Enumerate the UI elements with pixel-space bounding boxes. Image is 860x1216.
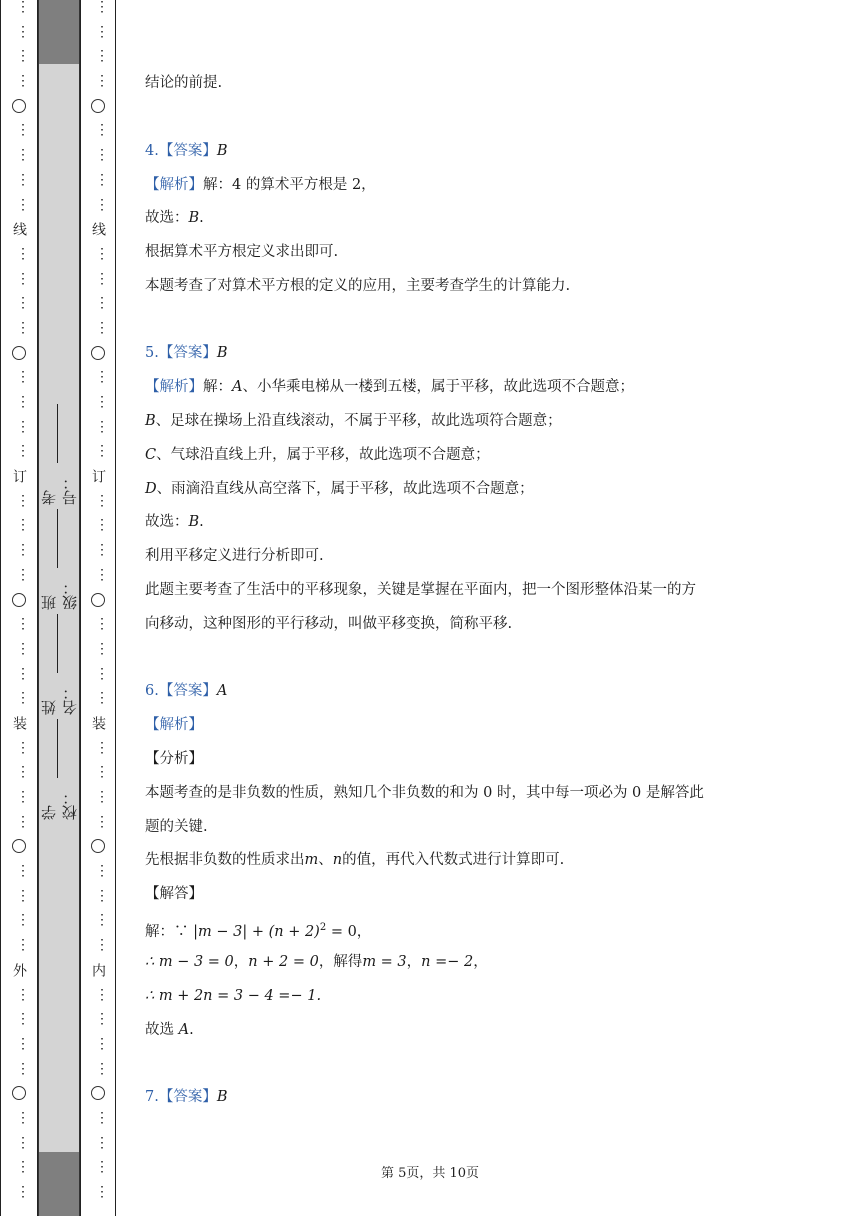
outer-dot-leader (16, 296, 22, 321)
analysis-tag: 【解析】 (145, 379, 203, 395)
outer-dot-leader (16, 1185, 22, 1210)
outer-dot-leader (16, 988, 22, 1013)
outer-circle-icon (12, 593, 26, 618)
outer-dot-leader (16, 420, 22, 445)
outer-dot-leader (16, 642, 22, 667)
inner-dot-leader (95, 494, 101, 519)
school-field (38, 719, 80, 820)
q4-answer-line (145, 141, 228, 161)
equation-line (145, 918, 371, 942)
outer-dot-leader (16, 1111, 22, 1136)
equation-line: ∴ m + 2n = 3 − 4 =− 1. (145, 988, 322, 1004)
q4-analysis-line (145, 175, 376, 195)
outer-dot-leader (16, 321, 22, 346)
inner-dot-leader (95, 889, 101, 914)
outer-dot-leader (16, 173, 22, 198)
inner-dot-leader (95, 247, 101, 272)
option-letter: B (145, 413, 156, 429)
inner-dot-leader (95, 74, 101, 99)
outer-dot-leader (16, 617, 22, 642)
option-letter: C (145, 447, 157, 463)
inner-dot-leader (95, 173, 101, 198)
inner-dot-leader (95, 913, 101, 938)
inner-dot-leader (95, 938, 101, 963)
text-span: 的值，再代入代数式进行计算即可. (342, 852, 565, 868)
outer-dot-leader (16, 444, 22, 469)
text-line: 结论的前提. (145, 75, 223, 91)
outer-dot-leader (16, 864, 22, 889)
text-line (145, 850, 564, 870)
inner-seal-char: 内 (90, 962, 106, 977)
section-tag: 【分析】 (145, 751, 203, 767)
text-span: ， (473, 954, 488, 970)
math-expr: m = 3 (362, 954, 407, 970)
inner-dot-leader (95, 395, 101, 420)
text-span: = 0， (326, 923, 372, 940)
inner-dot-leader (95, 790, 101, 815)
outer-dot-leader (16, 1037, 22, 1062)
outer-circle-icon (12, 839, 26, 864)
text-line: 根据算术平方根定义求出即可. (145, 244, 339, 260)
outer-seal-char: 装 (11, 715, 27, 730)
outer-dot-leader (16, 74, 22, 99)
answer-tag: 【答案】 (158, 143, 217, 159)
q7-number: 7. (145, 1089, 159, 1105)
inner-dot-leader (95, 1062, 101, 1087)
inner-dot-leader (95, 864, 101, 889)
binding-strip-inner (80, 0, 116, 1216)
outer-dot-leader (16, 1012, 22, 1037)
inner-dot-leader (95, 1185, 101, 1210)
outer-seal-char: 订 (11, 469, 27, 484)
q4-analysis-text: 解：4 的算术平方根是 2， (203, 177, 376, 193)
inner-circle-icon (91, 346, 105, 371)
inner-dot-leader (95, 198, 101, 223)
class-field (38, 509, 80, 610)
q7-answer: B (216, 1089, 228, 1105)
inner-dot-leader (95, 667, 101, 692)
q5-analysis-line (145, 377, 634, 397)
text-line: 向移动，这种图形的平行移动，叫做平移变换，简称平移. (145, 616, 513, 632)
text-line: 题的关键. (145, 819, 208, 835)
inner-dot-leader (95, 815, 101, 840)
inner-dot-leader (95, 741, 101, 766)
q5-choose-line (145, 512, 204, 532)
fill-blank-line (58, 404, 59, 463)
inner-dot-leader (95, 1012, 101, 1037)
choose-label: 故选： (145, 210, 189, 226)
text-span: 、足球在操场上沿直线滚动，不属于平移，故此选项符合题意； (155, 413, 562, 429)
outer-dot-leader (16, 1136, 22, 1161)
outer-dot-leader (16, 667, 22, 692)
inner-circle-icon (91, 1086, 105, 1111)
outer-dot-leader (16, 889, 22, 914)
inner-dot-leader (95, 0, 101, 25)
text-line: 此题主要考查了生活中的平移现象，关键是掌握在平面内，把一个图形整体沿某一的方 (145, 582, 696, 598)
inner-dot-leader (95, 296, 101, 321)
q5-option-b-line (145, 411, 562, 431)
inner-dot-leader (95, 321, 101, 346)
text-span: 解： (203, 379, 232, 395)
page-footer: 第 5页，共 10页 (380, 1166, 480, 1181)
answer-tag: 【答案】 (158, 683, 217, 699)
outer-dot-leader (16, 25, 22, 50)
outer-dot-leader (16, 913, 22, 938)
inner-seal-char: 装 (90, 715, 106, 730)
inner-dot-leader (95, 1111, 101, 1136)
math-expr: ∴ m − 3 = 0 (145, 954, 234, 970)
binding-strip-outer (0, 0, 38, 1216)
inner-dot-leader (95, 765, 101, 790)
text-span: ， (233, 954, 249, 970)
inner-dot-leader (95, 518, 101, 543)
q5-number: 5. (145, 345, 159, 361)
q5-option-c-line (145, 445, 490, 465)
inner-dot-leader (95, 988, 101, 1013)
q6-answer: A (216, 683, 228, 699)
text-line: 本题考查了对算术平方根的定义的应用，主要考查学生的计算能力. (145, 278, 571, 294)
outer-dot-leader (16, 494, 22, 519)
field-label: 姓名： (40, 685, 79, 715)
math-exponent: 2 (319, 922, 327, 933)
student-info-band (38, 0, 80, 1216)
student-info-fields (39, 400, 79, 820)
outer-dot-leader (16, 123, 22, 148)
choose-label: 故选： (145, 514, 189, 530)
inner-dot-leader (95, 420, 101, 445)
outer-dot-leader (16, 198, 22, 223)
inner-circle-icon (91, 839, 105, 864)
inner-circle-icon (91, 593, 105, 618)
outer-seal-char: 外 (11, 962, 27, 977)
fill-blank-line (58, 509, 59, 568)
inner-dot-leader (95, 543, 101, 568)
text-line: 利用平移定义进行分析即可. (145, 548, 324, 564)
answer-tag: 【答案】 (158, 345, 217, 361)
outer-dot-leader (16, 815, 22, 840)
q4-choose-line (145, 208, 204, 228)
inner-dot-leader (95, 1037, 101, 1062)
choose-value: A (178, 1022, 190, 1038)
outer-dot-leader (16, 543, 22, 568)
outer-circle-icon (12, 1086, 26, 1111)
outer-circle-icon (12, 99, 26, 124)
text-span: 、雨滴沿直线从高空落下，属于平移，故此选项不合题意； (156, 481, 534, 497)
text-span: 、气球沿直线上升，属于平移，故此选项不合题意； (156, 447, 490, 463)
exam-number-field (38, 404, 80, 505)
q4-answer: B (216, 143, 228, 159)
inner-dot-leader (95, 617, 101, 642)
band-cap-top (39, 0, 79, 64)
outer-dot-leader (16, 247, 22, 272)
text-span: ， (406, 954, 422, 970)
section-tag: 【解答】 (145, 886, 203, 902)
outer-dot-leader (16, 518, 22, 543)
choose-end: . (199, 210, 204, 226)
inner-dot-leader (95, 444, 101, 469)
outer-dot-leader (16, 49, 22, 74)
text-span: 先根据非负数的性质求出 (145, 852, 305, 868)
outer-dot-leader (16, 765, 22, 790)
field-label: 学校： (40, 790, 79, 820)
outer-seal-column (1, 0, 37, 1216)
outer-dot-leader (16, 568, 22, 593)
inner-dot-leader (95, 25, 101, 50)
analysis-tag: 【解析】 (145, 717, 203, 733)
outer-dot-leader (16, 938, 22, 963)
outer-dot-leader (16, 1062, 22, 1087)
choose-end: . (199, 514, 204, 530)
outer-dot-leader (16, 691, 22, 716)
equation-line (145, 952, 488, 972)
outer-dot-leader (16, 741, 22, 766)
outer-dot-leader (16, 0, 22, 25)
option-letter: D (145, 481, 157, 497)
outer-dot-leader (16, 148, 22, 173)
inner-dot-leader (95, 691, 101, 716)
math-expr: n =− 2 (421, 954, 474, 970)
fill-blank-line (58, 614, 59, 673)
choose-value: B (188, 514, 200, 530)
q7-answer-line (145, 1087, 228, 1107)
text-span: ，解得 (318, 954, 363, 970)
choose-label: 故选 (145, 1022, 179, 1038)
q6-choose-line (145, 1020, 194, 1040)
inner-seal-char: 订 (90, 469, 106, 484)
q6-number: 6. (145, 683, 159, 699)
outer-dot-leader (16, 790, 22, 815)
text-line: 本题考查的是非负数的性质，熟知几个非负数的和为 0 时，其中每一项必为 0 是解答此 (145, 785, 704, 801)
q6-answer-line (145, 681, 227, 701)
outer-dot-leader (16, 272, 22, 297)
field-label: 考号： (40, 475, 79, 505)
option-letter: A (232, 379, 243, 395)
outer-dot-leader (16, 395, 22, 420)
math-expr: |m − 3| + (n + 2) (193, 923, 320, 940)
math-expr: n + 2 = 0 (248, 954, 319, 970)
inner-dot-leader (95, 123, 101, 148)
text-span: 解：∵ (145, 923, 194, 940)
inner-dot-leader (95, 370, 101, 395)
choose-value: B (188, 210, 200, 226)
outer-seal-char: 线 (11, 222, 27, 237)
math-var: n (332, 852, 343, 868)
inner-dot-leader (95, 272, 101, 297)
fill-blank-line (58, 719, 59, 778)
name-field (38, 614, 80, 715)
choose-end: . (189, 1022, 194, 1038)
q4-number: 4. (145, 143, 159, 159)
analysis-tag: 【解析】 (145, 177, 203, 193)
text-span: 、小华乘电梯从一楼到五楼，属于平移，故此选项不合题意； (242, 379, 634, 395)
inner-dot-leader (95, 642, 101, 667)
inner-seal-char: 线 (90, 222, 106, 237)
field-label: 班级： (40, 580, 79, 610)
q5-answer: B (216, 345, 228, 361)
text-span: 、 (318, 852, 333, 868)
inner-dot-leader (95, 568, 101, 593)
inner-dot-leader (95, 1136, 101, 1161)
inner-dot-leader (95, 49, 101, 74)
q5-answer-line (145, 343, 228, 363)
inner-circle-icon (91, 99, 105, 124)
inner-dot-leader (95, 148, 101, 173)
answer-tag: 【答案】 (158, 1089, 217, 1105)
outer-dot-leader (16, 370, 22, 395)
inner-seal-column (81, 0, 115, 1216)
math-var: m (304, 852, 319, 868)
outer-circle-icon (12, 346, 26, 371)
q5-option-d-line (145, 479, 534, 499)
